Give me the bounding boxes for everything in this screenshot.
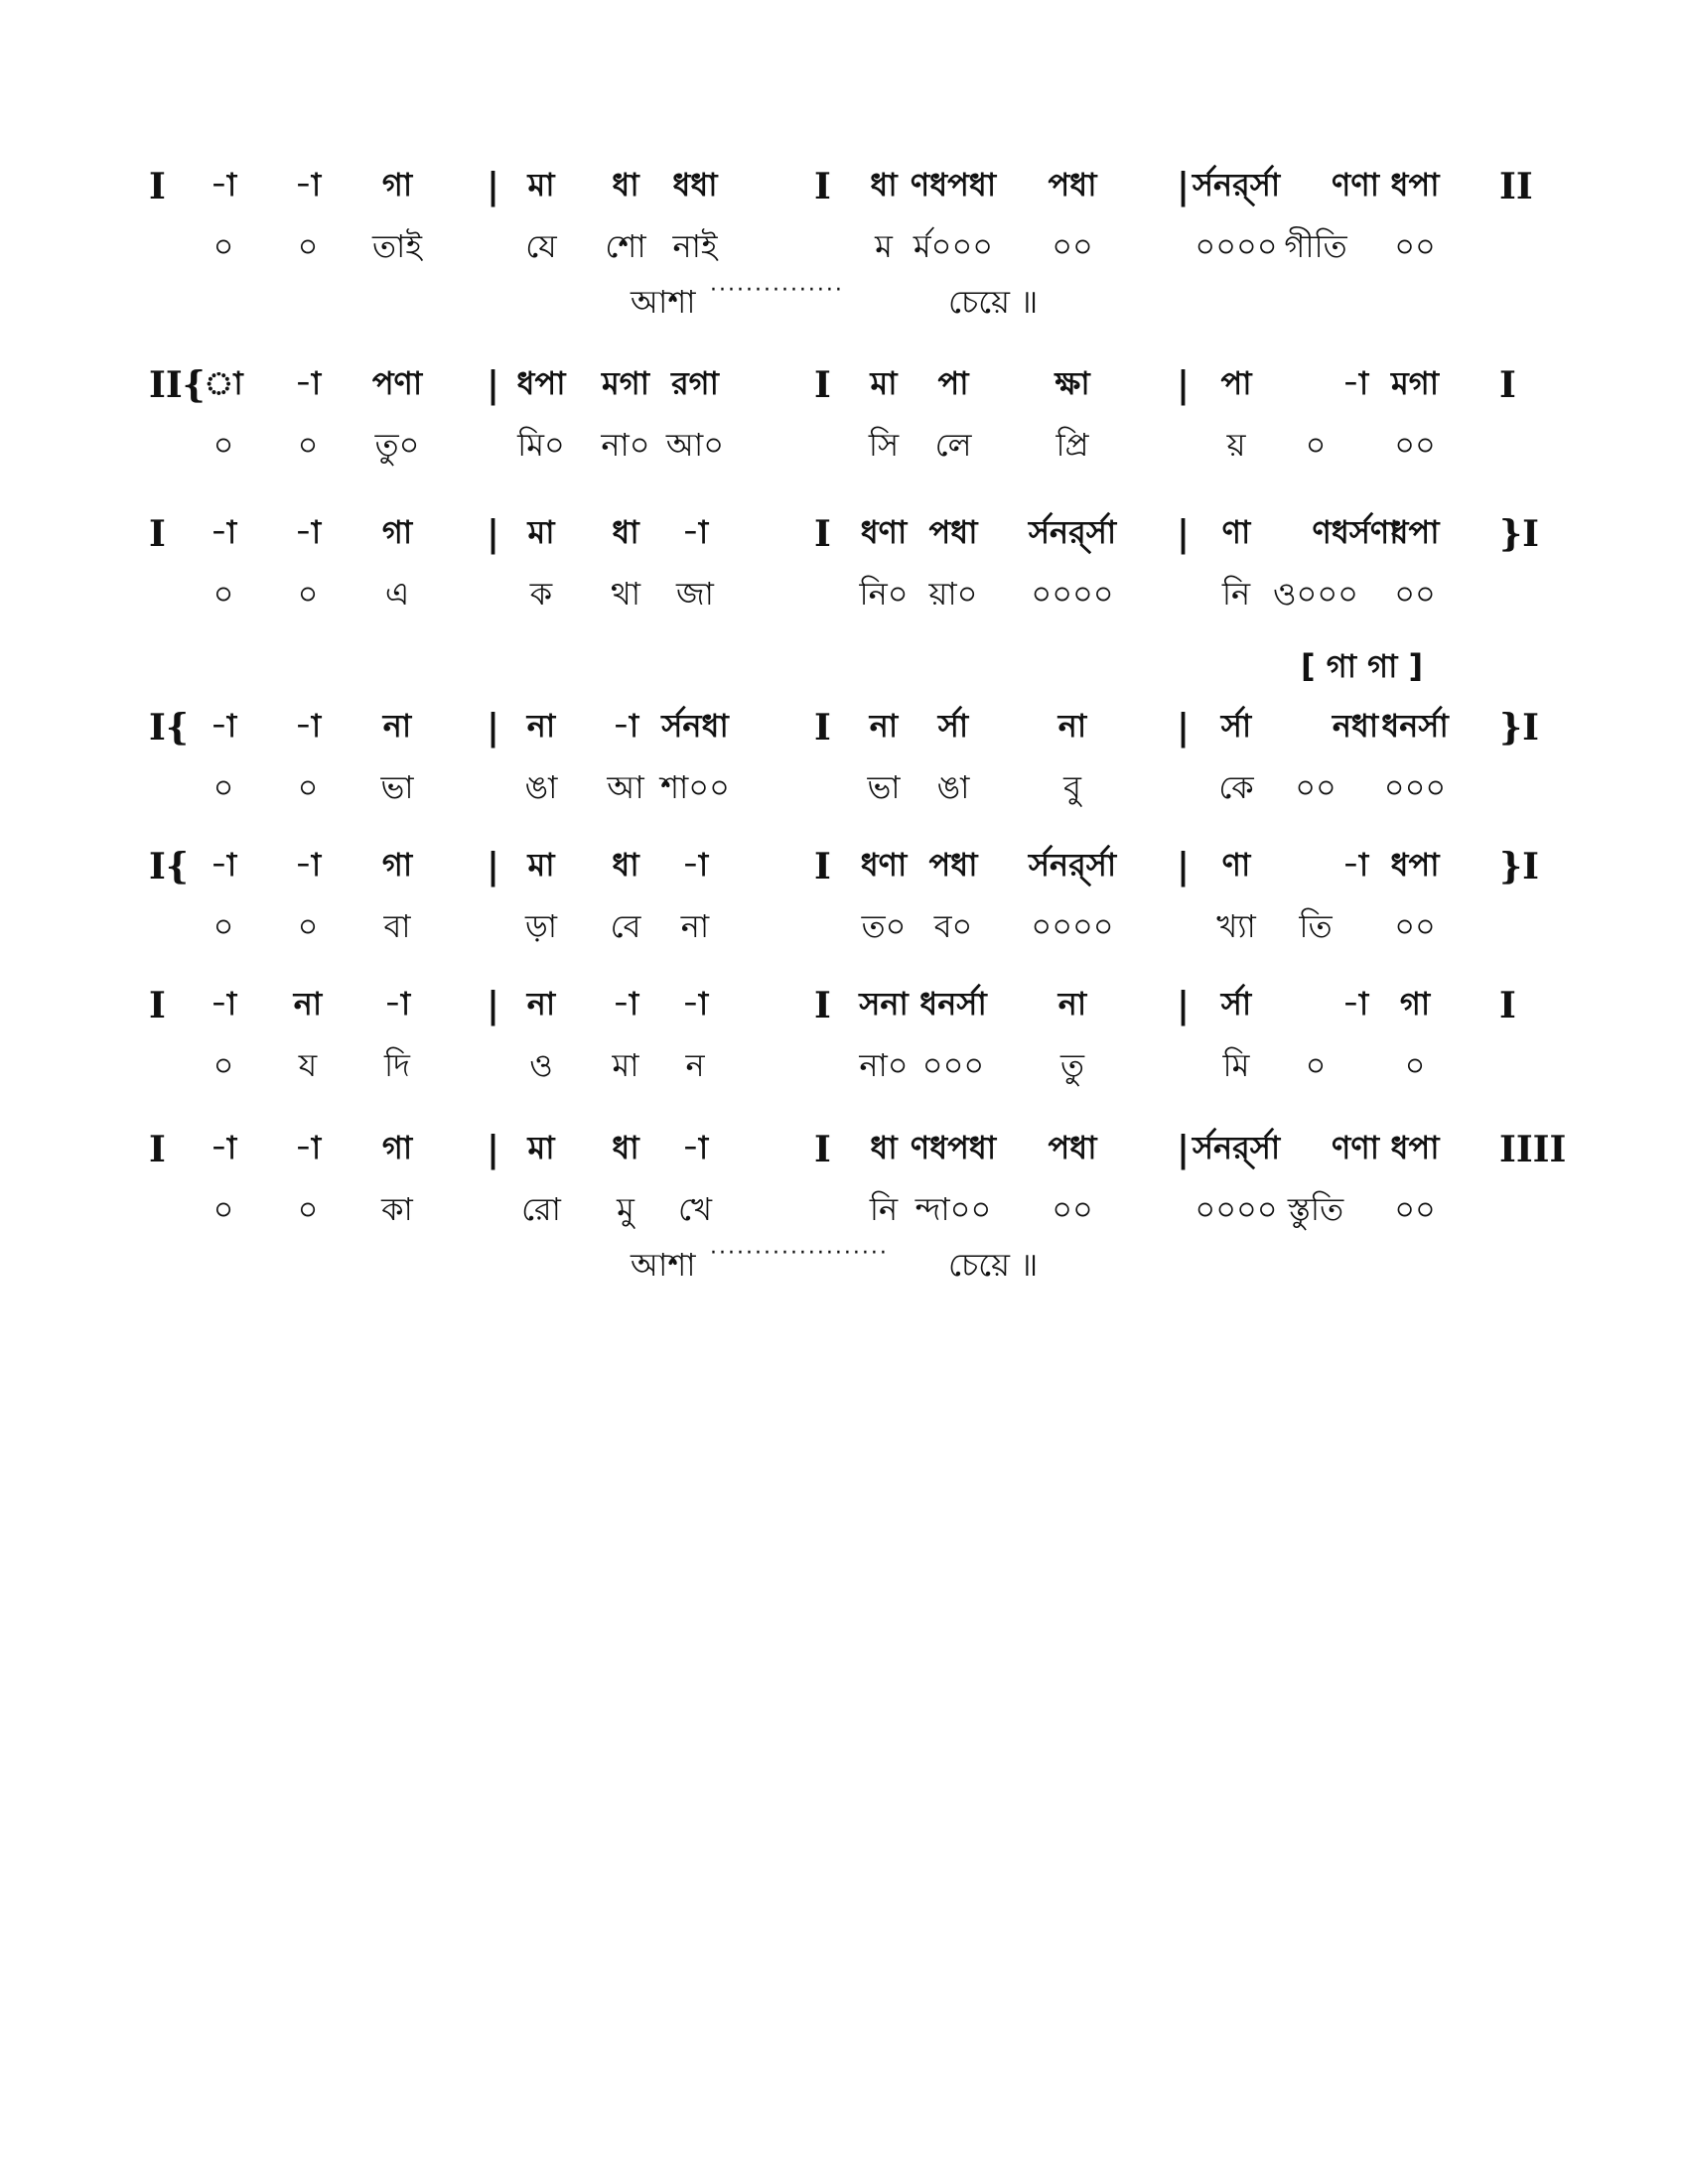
lyric-cell: নাই bbox=[672, 227, 718, 265]
note-cell: ধপা bbox=[1390, 846, 1440, 884]
note-cell: র্সনধা bbox=[661, 707, 729, 745]
note-cell: -া bbox=[681, 985, 709, 1023]
note-cell: -া bbox=[294, 364, 322, 402]
note-cell: -া bbox=[294, 166, 322, 204]
lyric-cell: মা bbox=[612, 1046, 639, 1084]
note-cell: -া bbox=[612, 985, 639, 1023]
note-cell: র্সনর্র্সা bbox=[1192, 1129, 1281, 1166]
lyric-cell: ০০ bbox=[1295, 768, 1336, 806]
lyric-cell: ন্দা০০ bbox=[914, 1190, 992, 1228]
note-cell: ধধা bbox=[672, 166, 718, 204]
note-cell: ণা bbox=[1221, 846, 1251, 884]
bar-line: | bbox=[487, 707, 500, 749]
bar-line: II{ bbox=[149, 364, 206, 406]
refrain-dots: ··············· bbox=[710, 278, 844, 303]
refrain-end: চেয়ে ॥ bbox=[948, 1246, 1039, 1284]
lyric-cell: য় bbox=[1226, 426, 1246, 464]
lyric-cell: ব০ bbox=[933, 907, 973, 945]
lyric-cell: এ bbox=[384, 575, 410, 613]
note-cell: র্সা bbox=[1220, 985, 1252, 1023]
bar-line: I bbox=[1499, 364, 1516, 406]
lyric-cell: ০০০ bbox=[921, 1046, 985, 1084]
lyric-cell: তু bbox=[1059, 1046, 1085, 1084]
lyric-cell: ০ bbox=[212, 1046, 234, 1084]
bar-line: I bbox=[814, 707, 831, 749]
note-cell: ণধর্সণা bbox=[1312, 513, 1399, 551]
lyric-cell: দি bbox=[384, 1046, 410, 1084]
note-cell: মা bbox=[527, 1129, 555, 1166]
lyric-cell: মি bbox=[1222, 1046, 1250, 1084]
lyric-cell: য bbox=[298, 1046, 318, 1084]
bar-line: }I bbox=[1499, 846, 1539, 887]
note-cell: -া bbox=[210, 513, 237, 551]
lyric-cell: জা bbox=[676, 575, 714, 613]
lyric-cell: গীতি bbox=[1284, 227, 1347, 265]
lyric-cell: ক bbox=[529, 575, 553, 613]
lyric-cell: তু০ bbox=[374, 426, 420, 464]
note-cell: মা bbox=[527, 166, 555, 204]
lyric-cell: র্ম০০০ bbox=[913, 227, 994, 265]
note-cell: র্সনর্র্সা bbox=[1028, 513, 1117, 551]
note-cell: গা bbox=[1399, 985, 1431, 1023]
lyric-cell: ০ bbox=[297, 907, 319, 945]
note-cell: ধপা bbox=[516, 364, 566, 402]
note-cell: না bbox=[526, 985, 556, 1023]
lyric-cell: শো bbox=[605, 227, 646, 265]
note-cell: ধা bbox=[870, 166, 898, 204]
bar-line: }I bbox=[1499, 707, 1539, 749]
lyric-cell: বে bbox=[610, 907, 641, 945]
lyric-cell: আ bbox=[607, 768, 644, 806]
lyric-cell: ০ bbox=[1305, 426, 1327, 464]
note-cell: ধণা bbox=[860, 846, 908, 884]
lyric-cell: না bbox=[680, 907, 710, 945]
lyric-cell: ০ bbox=[212, 575, 234, 613]
note-cell: গা bbox=[381, 166, 413, 204]
lyric-cell: বু bbox=[1063, 768, 1081, 806]
lyric-cell: শা০০ bbox=[660, 768, 730, 806]
note-cell: পধা bbox=[928, 513, 978, 551]
bar-line: I{ bbox=[149, 707, 189, 749]
note-cell: -া bbox=[294, 513, 322, 551]
bar-line: I bbox=[149, 985, 166, 1026]
lyric-cell: ন bbox=[685, 1046, 705, 1084]
bar-line: I bbox=[149, 166, 166, 207]
lyric-cell: খ্যা bbox=[1216, 907, 1256, 945]
lyric-cell: ভা bbox=[867, 768, 901, 806]
bar-line: | bbox=[1177, 364, 1191, 406]
lyric-cell: ০০ bbox=[1394, 1190, 1436, 1228]
note-cell: -া bbox=[612, 707, 639, 745]
note-cell: ণণা bbox=[1332, 1129, 1379, 1166]
bar-line: I bbox=[1499, 985, 1516, 1026]
bar-line: I bbox=[814, 985, 831, 1026]
lyric-cell: ০০ bbox=[1394, 426, 1436, 464]
bar-line: | bbox=[1177, 846, 1191, 887]
note-cell: -া bbox=[1341, 846, 1369, 884]
lyric-cell: ০০ bbox=[1052, 227, 1093, 265]
note-cell: -া bbox=[681, 513, 709, 551]
note-cell: -া bbox=[210, 166, 237, 204]
note-cell: া bbox=[204, 364, 243, 402]
lyric-cell: তি bbox=[1299, 907, 1333, 945]
lyric-cell: ০০০০ bbox=[1195, 227, 1278, 265]
note-cell: -া bbox=[1341, 364, 1369, 402]
note-cell: পা bbox=[1220, 364, 1252, 402]
lyric-cell: রো bbox=[521, 1190, 561, 1228]
bar-line: | bbox=[1177, 707, 1191, 749]
note-cell: -া bbox=[383, 985, 411, 1023]
note-cell: ধণা bbox=[860, 513, 908, 551]
lyric-cell: ০ bbox=[212, 768, 234, 806]
lyric-cell: বা bbox=[383, 907, 411, 945]
note-cell: -া bbox=[294, 846, 322, 884]
note-cell: ধপা bbox=[1390, 513, 1440, 551]
lyric-cell: ০ bbox=[1305, 1046, 1327, 1084]
lyric-cell: ০০০০ bbox=[1031, 907, 1114, 945]
note-cell: র্সনর্র্সা bbox=[1028, 846, 1117, 884]
note-cell: না bbox=[526, 707, 556, 745]
lyric-cell: ও bbox=[529, 1046, 553, 1084]
lyric-cell: কে bbox=[1218, 768, 1254, 806]
lyric-cell: তাই bbox=[372, 227, 422, 265]
note-cell: ক্ষা bbox=[1055, 364, 1090, 402]
note-cell: নধা bbox=[1332, 707, 1379, 745]
note-cell: ধা bbox=[612, 513, 639, 551]
lyric-cell: ড়া bbox=[524, 907, 558, 945]
lyric-cell: না০ bbox=[859, 1046, 909, 1084]
note-cell: ধা bbox=[612, 1129, 639, 1166]
lyric-cell: নি০ bbox=[859, 575, 909, 613]
lyric-cell: ০ bbox=[1404, 1046, 1426, 1084]
bar-line: I bbox=[149, 1129, 166, 1170]
lyric-cell: ত০ bbox=[861, 907, 907, 945]
lyric-cell: ০ bbox=[212, 426, 234, 464]
refrain-end: চেয়ে ॥ bbox=[948, 283, 1039, 321]
note-cell: ধপা bbox=[1390, 1129, 1440, 1166]
note-cell: -া bbox=[681, 1129, 709, 1166]
lyric-cell: ০০ bbox=[1394, 227, 1436, 265]
note-cell: না bbox=[869, 707, 899, 745]
note-cell: ণধপধা bbox=[910, 1129, 997, 1166]
bar-line: | bbox=[487, 846, 500, 887]
bar-line: | bbox=[1177, 985, 1191, 1026]
lyric-cell: ০ bbox=[212, 227, 234, 265]
note-cell: গা bbox=[381, 513, 413, 551]
bar-line: | bbox=[1177, 513, 1191, 555]
bar-line: I bbox=[814, 513, 831, 555]
lyric-cell: আ০ bbox=[665, 426, 725, 464]
lyric-cell: য়া০ bbox=[928, 575, 978, 613]
bar-line: | bbox=[1177, 166, 1191, 207]
lyric-cell: ০০ bbox=[1394, 575, 1436, 613]
note-cell: মগা bbox=[601, 364, 650, 402]
note-cell: -া bbox=[210, 1129, 237, 1166]
bar-line: IIII bbox=[1499, 1129, 1567, 1170]
lyric-cell: যে bbox=[525, 227, 557, 265]
lyric-cell: মি০ bbox=[517, 426, 565, 464]
note-cell: না bbox=[1057, 985, 1087, 1023]
lyric-cell: ও০০০ bbox=[1273, 575, 1358, 613]
lyric-cell: ০ bbox=[212, 907, 234, 945]
lyric-cell: ০ bbox=[297, 426, 319, 464]
note-cell: গা bbox=[381, 846, 413, 884]
note-cell: মা bbox=[527, 846, 555, 884]
note-cell: পধা bbox=[928, 846, 978, 884]
note-cell: না bbox=[1057, 707, 1087, 745]
note-cell: মা bbox=[870, 364, 898, 402]
note-cell: ধা bbox=[870, 1129, 898, 1166]
bar-line: | bbox=[1177, 1129, 1191, 1170]
note-cell: ধপা bbox=[1390, 166, 1440, 204]
note-cell: ণণা bbox=[1332, 166, 1379, 204]
lyric-cell: ঙা bbox=[936, 768, 970, 806]
refrain-start: আশা bbox=[631, 283, 696, 321]
bar-line: I bbox=[814, 364, 831, 406]
bar-line: }I bbox=[1499, 513, 1539, 555]
note-cell: র্সা bbox=[937, 707, 969, 745]
lyric-cell: না০ bbox=[601, 426, 650, 464]
lyric-cell: ০ bbox=[297, 768, 319, 806]
lyric-cell: ঙা bbox=[524, 768, 558, 806]
bracket-annotation: [ গা গা ] bbox=[1301, 647, 1424, 685]
lyric-cell: ০ bbox=[212, 1190, 234, 1228]
note-cell: গা bbox=[381, 1129, 413, 1166]
note-cell: ধা bbox=[612, 166, 639, 204]
note-cell: র্সনর্র্সা bbox=[1192, 166, 1281, 204]
bar-line: | bbox=[487, 985, 500, 1026]
note-cell: না bbox=[293, 985, 323, 1023]
note-cell: সনা bbox=[859, 985, 909, 1023]
lyric-cell: ০ bbox=[297, 575, 319, 613]
lyric-cell: প্রি bbox=[1055, 426, 1089, 464]
note-cell: -া bbox=[210, 985, 237, 1023]
lyric-cell: মু bbox=[617, 1190, 634, 1228]
bar-line: II bbox=[1499, 166, 1533, 207]
note-cell: ণা bbox=[1221, 513, 1251, 551]
lyric-cell: ০০ bbox=[1394, 907, 1436, 945]
note-cell: পা bbox=[937, 364, 969, 402]
bar-line: I{ bbox=[149, 846, 189, 887]
lyric-cell: ০০০০ bbox=[1195, 1190, 1278, 1228]
note-cell: মা bbox=[527, 513, 555, 551]
refrain-start: আশা bbox=[631, 1246, 696, 1284]
lyric-cell: সি bbox=[868, 426, 900, 464]
bar-line: I bbox=[149, 513, 166, 555]
note-cell: পধা bbox=[1048, 1129, 1097, 1166]
bar-line: | bbox=[487, 1129, 500, 1170]
note-cell: -া bbox=[294, 707, 322, 745]
bar-line: I bbox=[814, 846, 831, 887]
lyric-cell: ০ bbox=[297, 227, 319, 265]
bar-line: | bbox=[487, 513, 500, 555]
bar-line: I bbox=[814, 166, 831, 207]
refrain-dots: ···················· bbox=[710, 1241, 889, 1266]
note-cell: পণা bbox=[371, 364, 423, 402]
note-cell: রগা bbox=[671, 364, 719, 402]
bar-line: | bbox=[487, 166, 500, 207]
bar-line: | bbox=[487, 364, 500, 406]
lyric-cell: ০০ bbox=[1052, 1190, 1093, 1228]
lyric-cell: থা bbox=[610, 575, 641, 613]
lyric-cell: নি bbox=[869, 1190, 899, 1228]
note-cell: -া bbox=[210, 846, 237, 884]
lyric-cell: কা bbox=[381, 1190, 413, 1228]
lyric-cell: ০০০০ bbox=[1031, 575, 1114, 613]
lyric-cell: ম bbox=[875, 227, 893, 265]
note-cell: -া bbox=[681, 846, 709, 884]
note-cell: মগা bbox=[1390, 364, 1440, 402]
note-cell: না bbox=[382, 707, 412, 745]
lyric-cell: স্তুতি bbox=[1287, 1190, 1344, 1228]
note-cell: ণধপধা bbox=[910, 166, 997, 204]
lyric-cell: ০ bbox=[297, 1190, 319, 1228]
lyric-cell: লে bbox=[934, 426, 972, 464]
note-cell: -া bbox=[1341, 985, 1369, 1023]
note-cell: ধনর্সা bbox=[919, 985, 987, 1023]
note-cell: -া bbox=[294, 1129, 322, 1166]
lyric-cell: নি bbox=[1221, 575, 1251, 613]
lyric-cell: ০০০ bbox=[1383, 768, 1447, 806]
lyric-cell: ভা bbox=[380, 768, 414, 806]
lyric-cell: খে bbox=[678, 1190, 712, 1228]
note-cell: ধা bbox=[612, 846, 639, 884]
note-cell: পধা bbox=[1048, 166, 1097, 204]
note-cell: ধনর্সা bbox=[1381, 707, 1449, 745]
note-cell: -া bbox=[210, 707, 237, 745]
bar-line: I bbox=[814, 1129, 831, 1170]
note-cell: র্সা bbox=[1220, 707, 1252, 745]
